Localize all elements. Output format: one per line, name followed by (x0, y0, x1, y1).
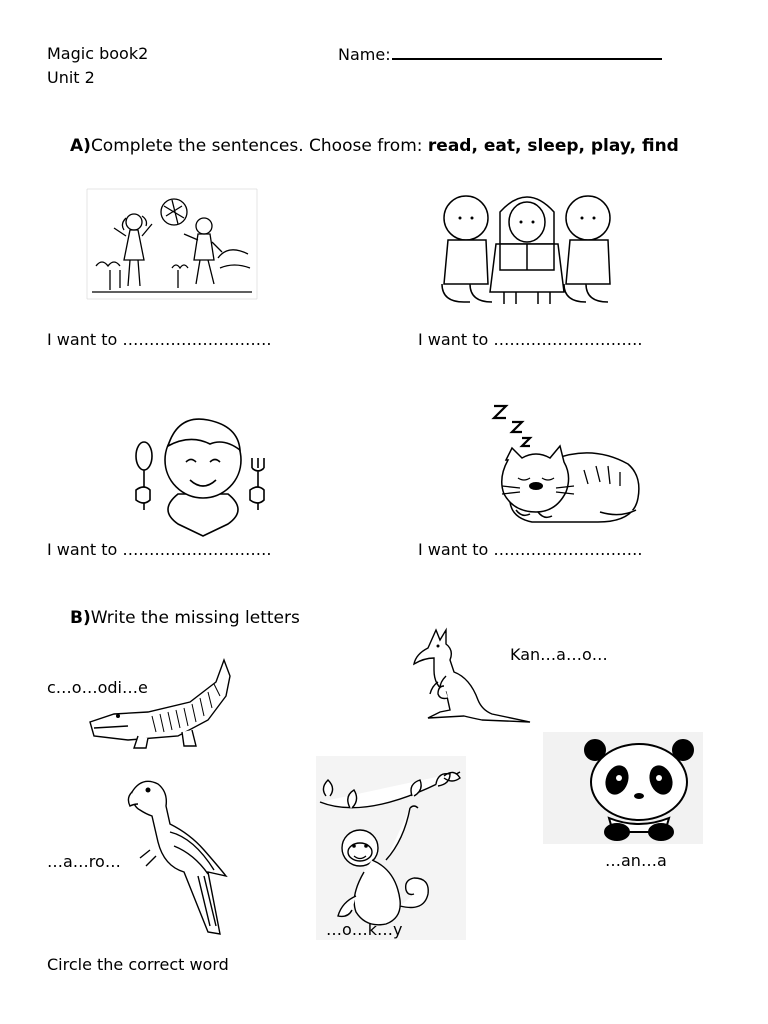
section-a-instruction: Complete the sentences. Choose from: (90, 136, 423, 156)
panda-image (543, 732, 703, 844)
prompt-2: I want to ………………………. (418, 330, 643, 349)
children-reading-image (436, 188, 618, 308)
prompt-4: I want to ………………………. (418, 540, 643, 559)
kangaroo-image (410, 626, 534, 726)
crocodile-image (88, 656, 236, 752)
boy-eating-image (128, 410, 278, 540)
section-a-title (70, 136, 679, 156)
parrot-image (124, 776, 228, 936)
name-field[interactable] (338, 44, 662, 64)
section-b-instruction: Write the missing letters (90, 608, 300, 628)
word-panda: …an…a (605, 851, 667, 870)
section-a-letter: A) (70, 136, 91, 156)
book-title: Magic book2 (47, 44, 149, 63)
sleeping-cat-image (492, 400, 642, 528)
kids-playing-image (86, 188, 258, 300)
name-blank-line[interactable] (392, 44, 662, 60)
name-label: Name: (338, 45, 391, 64)
section-a-choices: read, eat, sleep, play, find (427, 136, 679, 156)
prompt-1: I want to ………………………. (47, 330, 272, 349)
monkey-image (316, 756, 466, 940)
prompt-3: I want to ………………………. (47, 540, 272, 559)
word-parrot: …a…ro… (47, 852, 121, 871)
word-crocodile: c…o…odi…e (47, 678, 148, 697)
word-kangaroo: Kan…a…o… (510, 645, 608, 664)
section-b-letter: B) (70, 608, 91, 628)
section-b-title (70, 608, 300, 628)
circle-word-instruction: Circle the correct word (47, 955, 229, 974)
unit-label: Unit 2 (47, 68, 95, 87)
word-monkey: …o…k…y (326, 920, 403, 939)
